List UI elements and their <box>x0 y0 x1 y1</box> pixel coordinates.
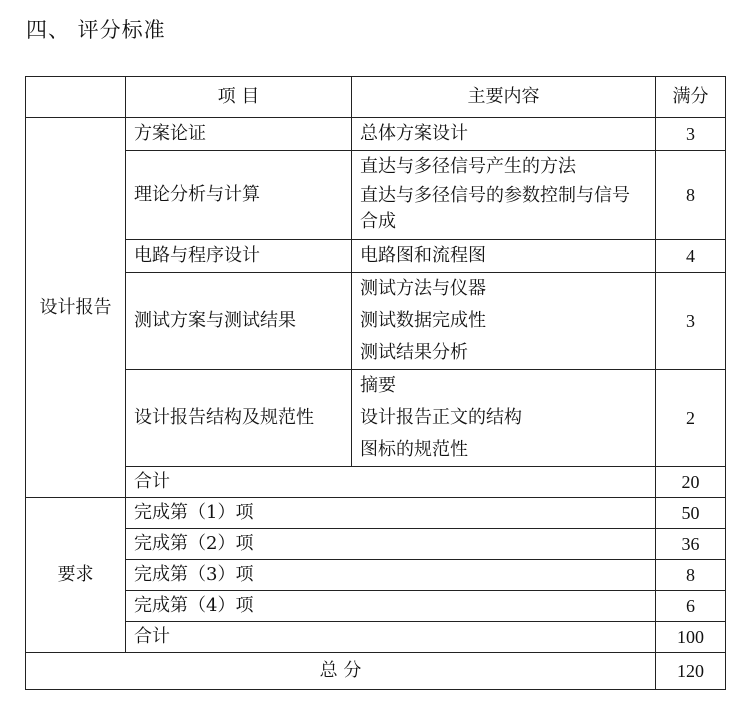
subtotal-row <box>26 622 726 653</box>
score-cell: 50 <box>656 498 726 529</box>
table-row <box>26 118 726 151</box>
table-header-row <box>26 77 726 118</box>
content-line: 设计报告正文的结构 <box>360 407 522 428</box>
category-requirements: 要求 <box>26 498 126 653</box>
item-cell: 完成第（4）项 <box>126 591 656 622</box>
content-line: 直达与多径信号产生的方法 <box>360 156 576 177</box>
item-cell: 测试方案与测试结果 <box>126 273 352 370</box>
content-cell <box>352 273 656 370</box>
category-design-report: 设计报告 <box>26 118 126 498</box>
subtotal-row <box>26 467 726 498</box>
item-cell: 方案论证 <box>126 118 352 151</box>
item-cell: 完成第（2）项 <box>126 529 656 560</box>
table-row <box>26 498 726 529</box>
score-cell: 36 <box>656 529 726 560</box>
score-cell: 3 <box>656 273 726 370</box>
table-row <box>26 529 726 560</box>
score-cell: 3 <box>656 118 726 151</box>
page-heading: 四、 评分标准 <box>26 18 166 42</box>
content-line: 摘要 <box>360 375 396 396</box>
item-cell: 完成第（1）项 <box>126 498 656 529</box>
subtotal-score: 100 <box>656 622 726 653</box>
table-row <box>26 240 726 273</box>
total-label: 总 分 <box>26 653 656 690</box>
table-row <box>26 591 726 622</box>
grading-table <box>25 76 726 690</box>
table-row <box>26 370 726 467</box>
content-cell <box>352 118 656 151</box>
content-line: 测试数据完成性 <box>360 310 486 331</box>
table-row <box>26 273 726 370</box>
total-score: 120 <box>656 653 726 690</box>
header-score: 满分 <box>656 77 726 118</box>
content-line: 图标的规范性 <box>360 439 468 460</box>
total-row <box>26 653 726 690</box>
content-line: 测试结果分析 <box>360 342 468 363</box>
score-cell: 8 <box>656 560 726 591</box>
content-line: 直达与多径信号的参数控制与信号合成 <box>360 185 630 232</box>
header-item: 项 目 <box>126 77 352 118</box>
content-line: 总体方案设计 <box>360 123 468 144</box>
content-line: 电路图和流程图 <box>360 245 486 266</box>
content-cell <box>352 370 656 467</box>
subtotal-label: 合计 <box>126 467 656 498</box>
table-row <box>26 560 726 591</box>
subtotal-score: 20 <box>656 467 726 498</box>
item-cell: 设计报告结构及规范性 <box>126 370 352 467</box>
subtotal-label: 合计 <box>126 622 656 653</box>
content-cell <box>352 240 656 273</box>
item-cell: 完成第（3）项 <box>126 560 656 591</box>
header-content: 主要内容 <box>352 77 656 118</box>
score-cell: 8 <box>656 151 726 240</box>
score-cell: 4 <box>656 240 726 273</box>
score-cell: 6 <box>656 591 726 622</box>
content-cell <box>352 151 656 240</box>
content-line: 测试方法与仪器 <box>360 278 486 299</box>
item-cell: 电路与程序设计 <box>126 240 352 273</box>
item-cell: 理论分析与计算 <box>126 151 352 240</box>
score-cell: 2 <box>656 370 726 467</box>
table-row <box>26 151 726 240</box>
header-empty <box>26 77 126 118</box>
